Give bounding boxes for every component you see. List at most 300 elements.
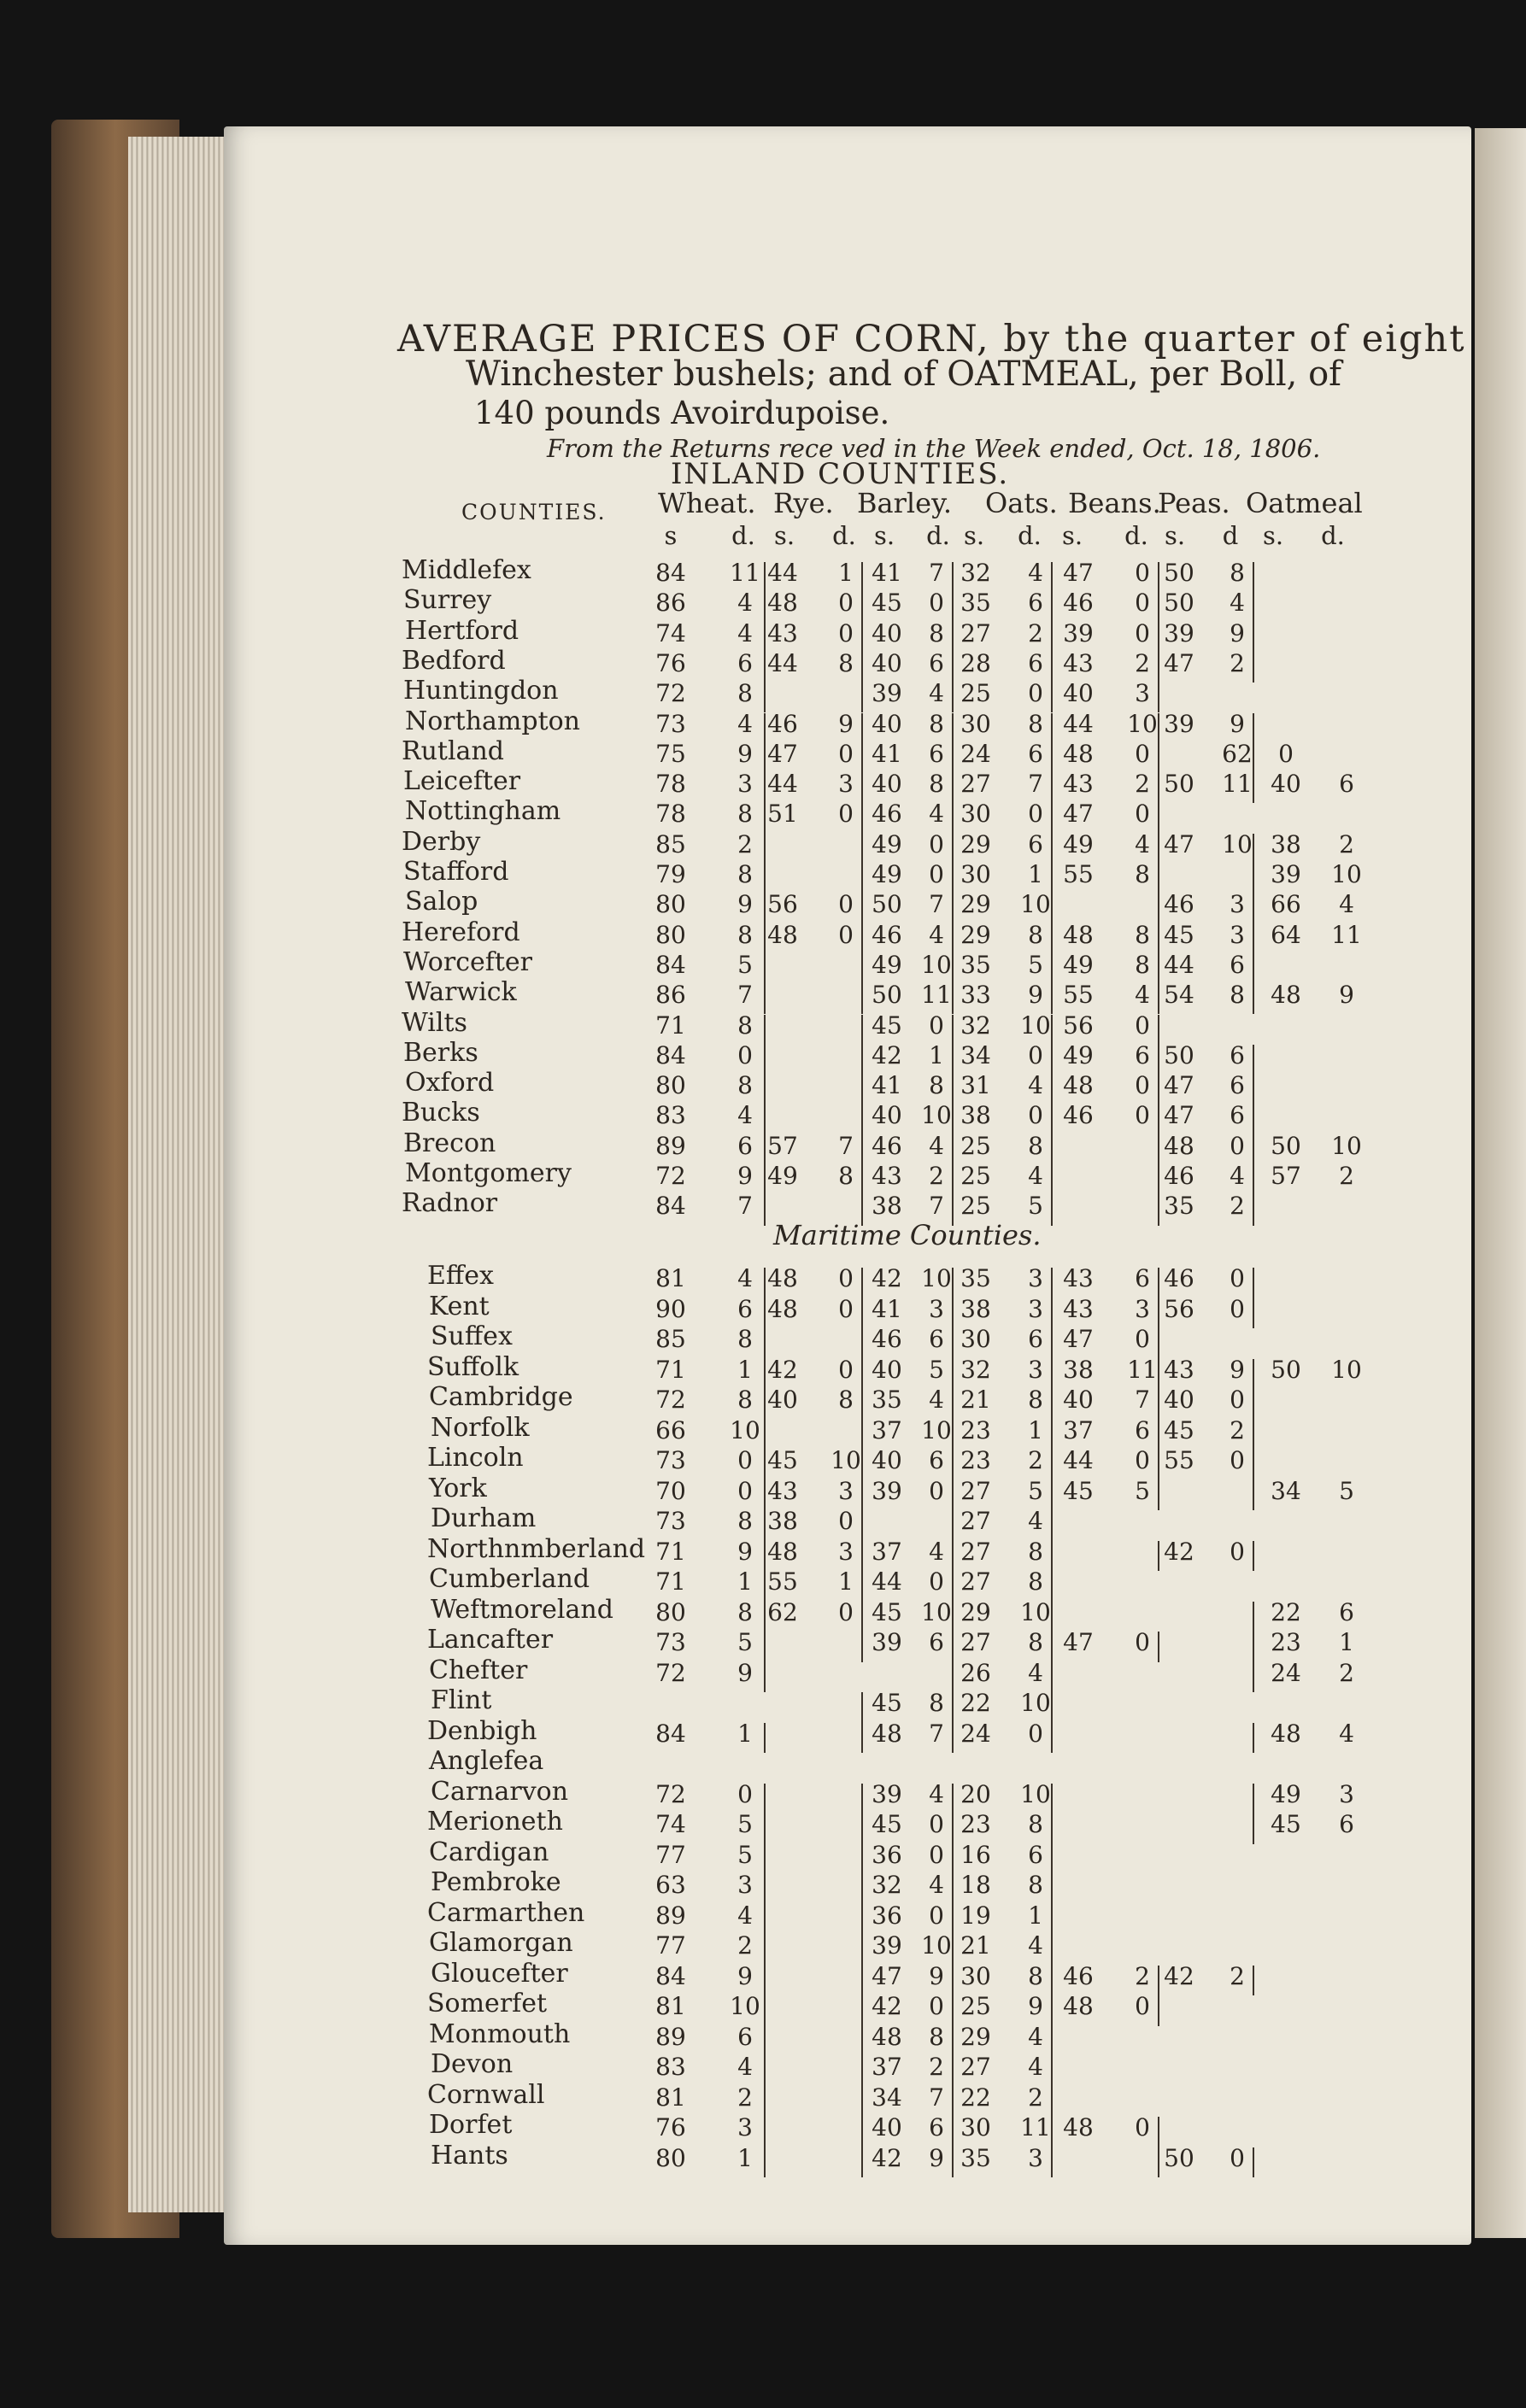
column-rule: [1253, 954, 1254, 984]
price-cell: 2: [1135, 1961, 1150, 1990]
price-cell: 27: [960, 1537, 991, 1566]
price-cell: 2: [1339, 829, 1354, 858]
column-rule: [952, 1602, 954, 1632]
price-cell: 45: [872, 1810, 902, 1838]
price-cell: 72: [655, 1162, 686, 1190]
price-cell: 45: [767, 1446, 798, 1474]
price-cell: 5: [737, 950, 753, 979]
price-cell: 48: [1063, 1992, 1094, 2020]
column-rule: [1253, 1541, 1254, 1572]
price-cell: 45: [1164, 1415, 1194, 1444]
column-rule: [1158, 562, 1159, 592]
price-cell: 71: [655, 1355, 686, 1384]
price-cell: 10: [1331, 1131, 1362, 1160]
column-rule: [1051, 1662, 1053, 1693]
price-cell: 74: [655, 1810, 686, 1838]
price-cell: 40: [872, 2113, 902, 2141]
price-cell: 77: [655, 1931, 686, 1960]
price-cell: 41: [872, 1294, 902, 1323]
price-cell: 45: [872, 1689, 902, 1717]
price-cell: 4: [1230, 1162, 1245, 1190]
column-rule: [861, 1632, 863, 1662]
price-cell: 0: [838, 618, 854, 647]
price-cell: 9: [737, 890, 753, 919]
column-rule: [861, 1905, 863, 1936]
column-rule: [1158, 1480, 1159, 1511]
price-cell: 63: [655, 1871, 686, 1899]
price-cell: 8: [737, 1386, 753, 1414]
price-cell: 84: [655, 1961, 686, 1990]
price-cell: 5: [737, 1840, 753, 1869]
price-cell: 6: [737, 648, 753, 677]
price-cell: 42: [872, 2143, 902, 2172]
price-cell: 0: [929, 860, 944, 888]
price-cell: 5: [1028, 1192, 1043, 1221]
column-rule: [952, 1359, 954, 1390]
county-name: Hereford: [402, 917, 520, 947]
column-rule: [1051, 834, 1053, 864]
column-rule: [764, 1075, 766, 1104]
column-rule: [952, 924, 954, 954]
price-cell: 34: [1271, 1476, 1301, 1505]
column-rule: [861, 864, 863, 893]
price-cell: 0: [929, 829, 944, 858]
price-cell: 28: [960, 648, 991, 677]
column-rule: [952, 803, 954, 833]
county-name: Monmouth: [429, 2018, 571, 2049]
column-rule: [952, 1784, 954, 1814]
price-cell: 47: [1063, 1325, 1094, 1353]
price-cell: 6: [929, 739, 944, 768]
county-name: Oxford: [405, 1068, 495, 1099]
price-cell: 3: [1339, 1779, 1354, 1808]
price-cell: 3: [1028, 1355, 1043, 1384]
county-name: Northnmberland: [427, 1533, 646, 1564]
price-cell: 0: [929, 1810, 944, 1838]
column-rule: [1253, 653, 1254, 683]
price-cell: 42: [872, 1264, 902, 1292]
county-name: Merioneth: [427, 1807, 563, 1837]
county-name: Suffex: [431, 1321, 513, 1351]
price-cell: 45: [872, 1597, 902, 1626]
price-cell: 43: [1164, 1355, 1194, 1384]
price-cell: 72: [655, 1779, 686, 1808]
county-name: Wilts: [402, 1007, 467, 1038]
column-rule: [1051, 743, 1053, 773]
price-cell: 41: [872, 559, 902, 587]
price-cell: 80: [655, 1071, 686, 1100]
price-cell: 8: [1230, 981, 1245, 1010]
column-rule: [1253, 1480, 1254, 1511]
column-rule: [1051, 2087, 1053, 2118]
price-cell: 50: [1164, 1040, 1194, 1069]
price-cell: 10: [1222, 829, 1253, 858]
price-cell: 0: [737, 1779, 753, 1808]
price-cell: 6: [1028, 648, 1043, 677]
county-name: Denbigh: [427, 1715, 537, 1746]
column-rule: [952, 1135, 954, 1165]
price-cell: 34: [872, 2083, 902, 2112]
price-cell: 66: [655, 1415, 686, 1444]
price-cell: 0: [1028, 679, 1043, 708]
price-cell: 47: [1164, 829, 1194, 858]
price-cell: 0: [1230, 2143, 1245, 2172]
price-cell: 4: [929, 1871, 944, 1899]
price-cell: 80: [655, 2143, 686, 2172]
column-rule: [861, 1015, 863, 1045]
price-cell: 40: [872, 1446, 902, 1474]
price-cell: 90: [655, 1294, 686, 1323]
price-cell: 30: [960, 1325, 991, 1353]
column-rule: [952, 1104, 954, 1134]
price-cell: 4: [1028, 1931, 1043, 1960]
column-rule: [861, 954, 863, 984]
price-cell: 72: [655, 1658, 686, 1687]
county-name: Cumberland: [429, 1564, 590, 1594]
column-rule: [1253, 1662, 1254, 1693]
price-cell: 8: [737, 920, 753, 949]
price-cell: 49: [1063, 950, 1094, 979]
column-rule: [1051, 984, 1053, 1014]
column-rule: [861, 1935, 863, 1966]
price-cell: 10: [1331, 860, 1362, 888]
column-rule: [861, 2117, 863, 2147]
column-rule: [861, 1480, 863, 1511]
price-cell: 1: [838, 559, 854, 587]
column-rule: [1158, 1045, 1159, 1075]
column-rule: [861, 1075, 863, 1104]
column-rule: [952, 1045, 954, 1075]
price-cell: 4: [1028, 2022, 1043, 2051]
price-cell: 48: [872, 2022, 902, 2051]
column-rule: [764, 1935, 766, 1966]
column-rule: [1158, 1104, 1159, 1134]
price-cell: 55: [1063, 981, 1094, 1010]
price-cell: 10: [1331, 1355, 1362, 1384]
price-cell: 35: [960, 1264, 991, 1292]
column-rule: [861, 1571, 863, 1602]
column-rule: [764, 1784, 766, 1814]
price-cell: 0: [929, 589, 944, 618]
price-cell: 30: [960, 1961, 991, 1990]
price-cell: 0: [838, 890, 854, 919]
column-rule: [952, 1450, 954, 1480]
column-rule: [764, 924, 766, 954]
column-rule: [1051, 1195, 1053, 1225]
price-cell: 0: [1230, 1446, 1245, 1474]
county-name: Leicefter: [403, 766, 521, 797]
price-cell: 5: [1028, 1476, 1043, 1505]
column-rule: [861, 653, 863, 683]
price-cell: 39: [872, 1931, 902, 1960]
price-cell: 81: [655, 2083, 686, 2112]
price-cell: 23: [960, 1810, 991, 1838]
price-cell: 44: [1063, 1446, 1094, 1474]
price-cell: 45: [872, 1011, 902, 1040]
price-cell: 2: [929, 1162, 944, 1190]
title-line-3: 140 pounds Avoirdupoise.: [474, 395, 890, 431]
price-cell: 8: [737, 860, 753, 888]
price-cell: 48: [872, 1719, 902, 1748]
column-rule: [1051, 924, 1053, 954]
price-cell: 10: [1020, 1597, 1051, 1626]
column-rule: [1158, 773, 1159, 803]
price-cell: 18: [960, 1871, 991, 1899]
price-cell: 4: [929, 1131, 944, 1160]
price-cell: 89: [655, 1901, 686, 1930]
column-rule: [952, 1935, 954, 1966]
col-counties: COUNTIES.: [461, 500, 607, 524]
price-cell: 3: [1028, 2143, 1043, 2172]
price-cell: 9: [737, 1961, 753, 1990]
price-cell: 9: [1230, 709, 1245, 738]
column-rule: [1051, 1935, 1053, 1966]
price-cell: 10: [921, 1931, 952, 1960]
price-cell: 8: [929, 2022, 944, 2051]
column-rule: [1051, 683, 1053, 712]
price-cell: 40: [872, 648, 902, 677]
column-rule: [764, 2026, 766, 2057]
price-cell: 55: [1164, 1446, 1194, 1474]
column-rule: [1158, 592, 1159, 622]
county-name: Kent: [429, 1291, 490, 1321]
inland-heading: INLAND COUNTIES.: [671, 457, 1010, 491]
column-rule: [764, 1195, 766, 1225]
col-oatmeal: Oatmeal: [1246, 487, 1363, 519]
price-cell: 3: [737, 770, 753, 799]
price-cell: 47: [767, 739, 798, 768]
column-rule: [952, 592, 954, 622]
price-cell: 8: [838, 648, 854, 677]
column-rule: [1158, 864, 1159, 893]
column-rule: [764, 2087, 766, 2118]
price-cell: 0: [1230, 1131, 1245, 1160]
price-cell: 37: [872, 1537, 902, 1566]
column-rule: [952, 954, 954, 984]
price-cell: 35: [960, 589, 991, 618]
price-cell: 40: [1063, 679, 1094, 708]
price-cell: 49: [767, 1162, 798, 1190]
price-cell: 78: [655, 800, 686, 829]
column-rule: [861, 592, 863, 622]
price-cell: 78: [655, 770, 686, 799]
price-cell: 51: [767, 800, 798, 829]
col-peas: Peas.: [1158, 487, 1230, 519]
price-cell: 0: [1135, 1101, 1150, 1130]
column-rule: [1051, 1995, 1053, 2026]
price-cell: 81: [655, 1264, 686, 1292]
column-rule: [861, 1420, 863, 1450]
column-rule: [1253, 1784, 1254, 1814]
column-rule: [1158, 1298, 1159, 1329]
price-cell: 46: [872, 1325, 902, 1353]
column-rule: [952, 1844, 954, 1875]
price-cell: 11: [1222, 770, 1253, 799]
price-cell: 0: [1028, 1101, 1043, 1130]
column-rule: [1158, 1359, 1159, 1390]
column-rule: [1253, 1966, 1254, 1996]
price-cell: 9: [1028, 1992, 1043, 2020]
county-name: Weftmoreland: [431, 1594, 613, 1625]
column-rule: [861, 2147, 863, 2178]
price-cell: 0: [1135, 559, 1150, 587]
column-rule: [1253, 773, 1254, 803]
price-cell: 6: [1135, 1415, 1150, 1444]
column-rule: [1051, 1632, 1053, 1662]
price-cell: 0: [1135, 1071, 1150, 1100]
price-cell: 7: [929, 2083, 944, 2112]
price-cell: 5: [1339, 1476, 1354, 1505]
county-name: Stafford: [403, 857, 509, 887]
price-cell: 1: [1028, 1415, 1043, 1444]
price-cell: 8: [1028, 1131, 1043, 1160]
column-rule: [861, 984, 863, 1014]
column-rule: [1253, 1389, 1254, 1420]
column-rule: [1253, 1813, 1254, 1844]
price-cell: 4: [737, 589, 753, 618]
price-cell: 6: [1028, 739, 1043, 768]
column-rule: [952, 1692, 954, 1723]
price-cell: 8: [929, 770, 944, 799]
price-cell: 49: [1063, 1040, 1094, 1069]
price-cell: 8: [1028, 1537, 1043, 1566]
county-name: Montgomery: [405, 1158, 572, 1188]
column-rule: [1158, 1389, 1159, 1420]
column-rule: [861, 1995, 863, 2026]
price-cell: 40: [872, 709, 902, 738]
price-cell: 71: [655, 1537, 686, 1566]
price-cell: 43: [1063, 648, 1094, 677]
column-rule: [952, 1510, 954, 1541]
column-rule: [1051, 653, 1053, 683]
column-rule: [861, 2087, 863, 2118]
column-rule: [1051, 893, 1053, 923]
column-rule: [764, 1480, 766, 1511]
price-cell: 39: [1063, 618, 1094, 647]
page-edges: [128, 137, 239, 2212]
unit-label-d7: d.: [1321, 521, 1345, 550]
price-cell: 36: [872, 1840, 902, 1869]
column-rule: [1051, 2056, 1053, 2087]
column-rule: [1253, 1359, 1254, 1390]
price-cell: 24: [960, 739, 991, 768]
column-rule: [1051, 592, 1053, 622]
price-cell: 7: [929, 559, 944, 587]
price-cell: 6: [1230, 1101, 1245, 1130]
column-rule: [1158, 2117, 1159, 2147]
price-cell: 0: [1135, 1325, 1150, 1353]
price-cell: 10: [921, 1264, 952, 1292]
price-cell: 49: [1063, 829, 1094, 858]
price-cell: 41: [872, 1071, 902, 1100]
price-cell: 29: [960, 1597, 991, 1626]
column-rule: [952, 893, 954, 923]
price-cell: 0: [1230, 1294, 1245, 1323]
column-rule: [764, 1844, 766, 1875]
price-cell: 77: [655, 1840, 686, 1869]
column-rule: [764, 834, 766, 864]
column-rule: [952, 623, 954, 653]
price-cell: 2: [1135, 770, 1150, 799]
county-name: Rutland: [402, 735, 504, 766]
column-rule: [1158, 1075, 1159, 1104]
price-cell: 3: [737, 1871, 753, 1899]
price-cell: 43: [1063, 1264, 1094, 1292]
price-cell: 2: [1230, 1415, 1245, 1444]
unit-label-d5: d.: [1124, 521, 1148, 550]
price-cell: 42: [872, 1040, 902, 1069]
price-cell: 46: [1164, 1162, 1194, 1190]
price-cell: 80: [655, 1597, 686, 1626]
column-rule: [1158, 1450, 1159, 1480]
price-cell: 45: [1063, 1476, 1094, 1505]
column-rule: [1051, 1328, 1053, 1359]
price-cell: 9: [1339, 981, 1354, 1010]
price-cell: 26: [960, 1658, 991, 1687]
price-cell: 6: [737, 2022, 753, 2051]
column-rule: [1051, 1510, 1053, 1541]
county-name: Huntingdon: [403, 676, 559, 706]
price-cell: 6: [1028, 589, 1043, 618]
price-cell: 47: [1164, 648, 1194, 677]
price-cell: 6: [929, 648, 944, 677]
price-cell: 0: [1028, 1040, 1043, 1069]
price-cell: 21: [960, 1931, 991, 1960]
price-cell: 8: [838, 1162, 854, 1190]
column-rule: [1253, 562, 1254, 592]
column-rule: [952, 1389, 954, 1420]
price-cell: 4: [1339, 1719, 1354, 1748]
price-cell: 7: [1028, 770, 1043, 799]
price-cell: 39: [872, 1779, 902, 1808]
price-cell: 89: [655, 2022, 686, 2051]
price-cell: 10: [1020, 1011, 1051, 1040]
column-rule: [764, 743, 766, 773]
price-cell: 8: [1028, 1567, 1043, 1596]
price-cell: 30: [960, 860, 991, 888]
column-rule: [764, 1541, 766, 1572]
column-rule: [952, 1165, 954, 1195]
column-rule: [764, 1813, 766, 1844]
price-cell: 2: [737, 1931, 753, 1960]
price-cell: 47: [1164, 1071, 1194, 1100]
price-cell: 40: [872, 1101, 902, 1130]
price-cell: 40: [872, 770, 902, 799]
column-rule: [1253, 592, 1254, 622]
column-rule: [764, 1510, 766, 1541]
price-cell: 0: [838, 1264, 854, 1292]
price-cell: 49: [1271, 1779, 1301, 1808]
price-cell: 6: [929, 1325, 944, 1353]
column-rule: [1253, 1075, 1254, 1104]
column-rule: [1051, 1359, 1053, 1390]
price-cell: 27: [960, 1507, 991, 1535]
price-cell: 76: [655, 648, 686, 677]
price-cell: 23: [960, 1446, 991, 1474]
price-cell: 84: [655, 1192, 686, 1221]
county-name: Pembroke: [431, 1867, 561, 1897]
price-cell: 2: [737, 2083, 753, 2112]
price-cell: 1: [737, 1355, 753, 1384]
price-cell: 9: [1230, 618, 1245, 647]
column-rule: [952, 1195, 954, 1225]
price-cell: 3: [1135, 1294, 1150, 1323]
price-cell: 27: [960, 1476, 991, 1505]
price-cell: 48: [1164, 1131, 1194, 1160]
price-cell: 48: [1271, 981, 1301, 1010]
county-name: Middlefex: [402, 555, 531, 585]
column-rule: [952, 773, 954, 803]
